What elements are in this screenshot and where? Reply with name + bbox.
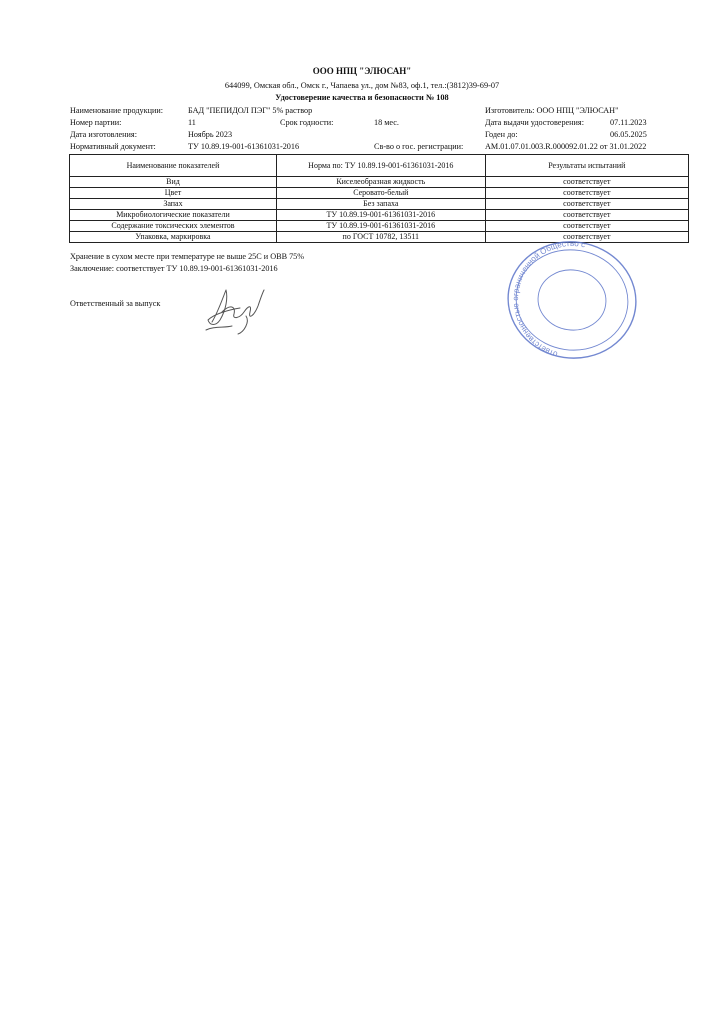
table-cell: ТУ 10.89.19-001-61361031-2016 <box>276 210 485 221</box>
company-name: ООО НПЦ "ЭЛЮСАН" <box>312 66 412 76</box>
registration-value: АМ.01.07.01.003.R.000092.01.22 от 31.01.2022 <box>485 142 647 151</box>
product-label: Наименование продукции: <box>70 106 164 115</box>
manufacturer: Изготовитель: ООО НПЦ "ЭЛЮСАН" <box>485 106 619 115</box>
normative-doc-value: ТУ 10.89.19-001-61361031-2016 <box>188 142 300 151</box>
column-header: Результаты испытаний <box>485 155 688 177</box>
signature-strokes <box>206 290 264 334</box>
table-row <box>70 221 689 232</box>
table-cell: Без запаха <box>276 199 485 210</box>
table-cell: Цвет <box>70 188 277 199</box>
table-cell: соответствует <box>485 177 688 188</box>
issue-date-value: 07.11.2023 <box>610 118 647 127</box>
issue-date-label: Дата выдачи удостоверения: <box>485 118 584 127</box>
manufacture-date-label: Дата изготовления: <box>70 130 137 139</box>
shelf-life-value: 18 мес. <box>374 118 399 127</box>
signature <box>200 282 275 337</box>
responsible-label: Ответственный за выпуск <box>70 299 161 308</box>
stamp-rings <box>500 231 644 369</box>
table-cell: Вид <box>70 177 277 188</box>
company-address: 644099, Омская обл., Омск г., Чапаева ул., дом №83, оф.1, тел.:(3812)39-69-07 <box>224 81 500 90</box>
table-cell: Киселеобразная жидкость <box>276 177 485 188</box>
registration-label: Св-во о гос. регистрации: <box>374 142 464 151</box>
stamp-outer-ring <box>501 234 644 367</box>
storage-conditions: Хранение в сухом месте при температуре не выше 25С и ОВВ 75% <box>70 252 305 261</box>
table-cell: Микробиологические показатели <box>70 210 277 221</box>
table-cell: соответствует <box>485 210 688 221</box>
table-row <box>70 210 689 221</box>
table-cell: соответствует <box>485 232 688 243</box>
table-cell: по ГОСТ 10782, 13511 <box>276 232 485 243</box>
manufacture-date-value: Ноябрь 2023 <box>188 130 233 139</box>
table-cell: соответствует <box>485 199 688 210</box>
normative-doc-label: Нормативный документ: <box>70 142 156 151</box>
product-value: БАД "ПЕПИДОЛ ПЭГ" 5% раствор <box>188 106 313 115</box>
table-row <box>70 188 689 199</box>
document-title: Удостоверение качества и безопасности № 108 <box>275 93 449 102</box>
stamp-inner-ring <box>534 266 610 335</box>
batch-label: Номер партии: <box>70 118 122 127</box>
table-cell: Содержание токсических элементов <box>70 221 277 232</box>
batch-value: 11 <box>188 118 196 127</box>
column-header: Норма по: ТУ 10.89.19-001-61361031-2016 <box>276 155 485 177</box>
table-cell: соответствует <box>485 221 688 232</box>
table-cell: Упаковка, маркировка <box>70 232 277 243</box>
column-header: Наименование показателей <box>70 155 277 177</box>
company-stamp <box>500 236 645 366</box>
table-header-row <box>70 155 689 177</box>
conclusion: Заключение: соответствует ТУ 10.89.19-001-61361031-2016 <box>70 264 278 273</box>
table-cell: Запах <box>70 199 277 210</box>
table-row <box>70 199 689 210</box>
table-cell: соответствует <box>485 188 688 199</box>
shelf-life-label: Срок годности: <box>280 118 334 127</box>
valid-until-label: Годен до: <box>485 130 518 139</box>
stamp-text: ответственностью ограниченной Общество с <box>511 239 587 359</box>
table-row <box>70 177 689 188</box>
results-table <box>69 154 689 243</box>
table-cell: ТУ 10.89.19-001-61361031-2016 <box>276 221 485 232</box>
valid-until-value: 06.05.2025 <box>610 130 647 139</box>
table-cell: Серовато-белый <box>276 188 485 199</box>
